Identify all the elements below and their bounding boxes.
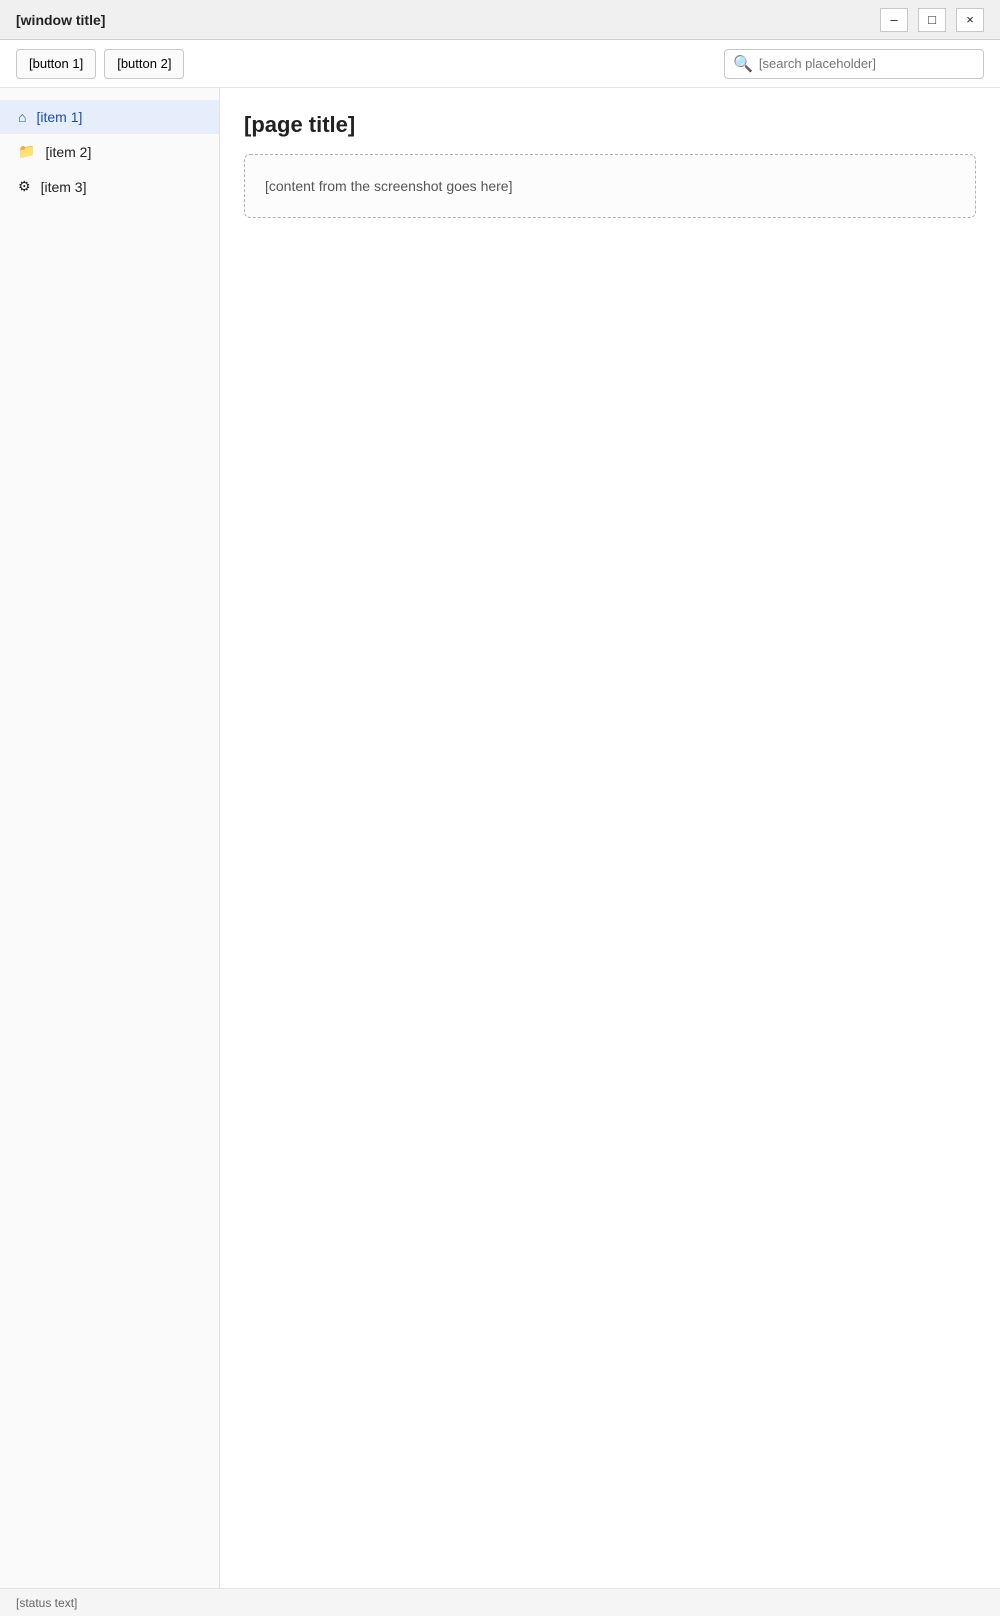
sidebar-item-label: [item 3]	[40, 178, 87, 195]
toolbar-button-2[interactable]: [button 2]	[104, 49, 184, 79]
close-button[interactable]: ×	[956, 8, 984, 32]
maximize-button[interactable]: □	[918, 8, 946, 32]
sidebar-item-label: [item 1]	[36, 109, 83, 125]
home-icon: ⌂	[18, 109, 27, 125]
sidebar	[0, 88, 220, 1588]
sidebar-item-2[interactable]	[0, 134, 219, 169]
content-placeholder: [content from the screenshot goes here]	[244, 154, 976, 218]
sidebar-item-label: [item 2]	[45, 143, 92, 160]
sidebar-item-1[interactable]	[0, 100, 219, 134]
status-bar	[0, 1588, 1000, 1616]
folder-icon: 📁	[18, 143, 36, 159]
main-panel	[220, 88, 1000, 1588]
sidebar-item-3[interactable]	[0, 169, 219, 204]
window-title: [window title]	[16, 11, 106, 28]
gear-icon: ⚙	[18, 178, 31, 194]
content-area	[0, 88, 1000, 1588]
minimize-button[interactable]: –	[880, 8, 908, 32]
search-input[interactable]	[759, 56, 975, 71]
toolbar-button-1[interactable]: [button 1]	[16, 49, 96, 79]
search-icon: 🔍	[733, 55, 753, 73]
search-box[interactable]	[724, 49, 984, 79]
toolbar	[0, 40, 1000, 88]
title-bar	[0, 0, 1000, 40]
status-text: [status text]	[16, 1595, 78, 1610]
page-title: [page title]	[244, 112, 356, 137]
